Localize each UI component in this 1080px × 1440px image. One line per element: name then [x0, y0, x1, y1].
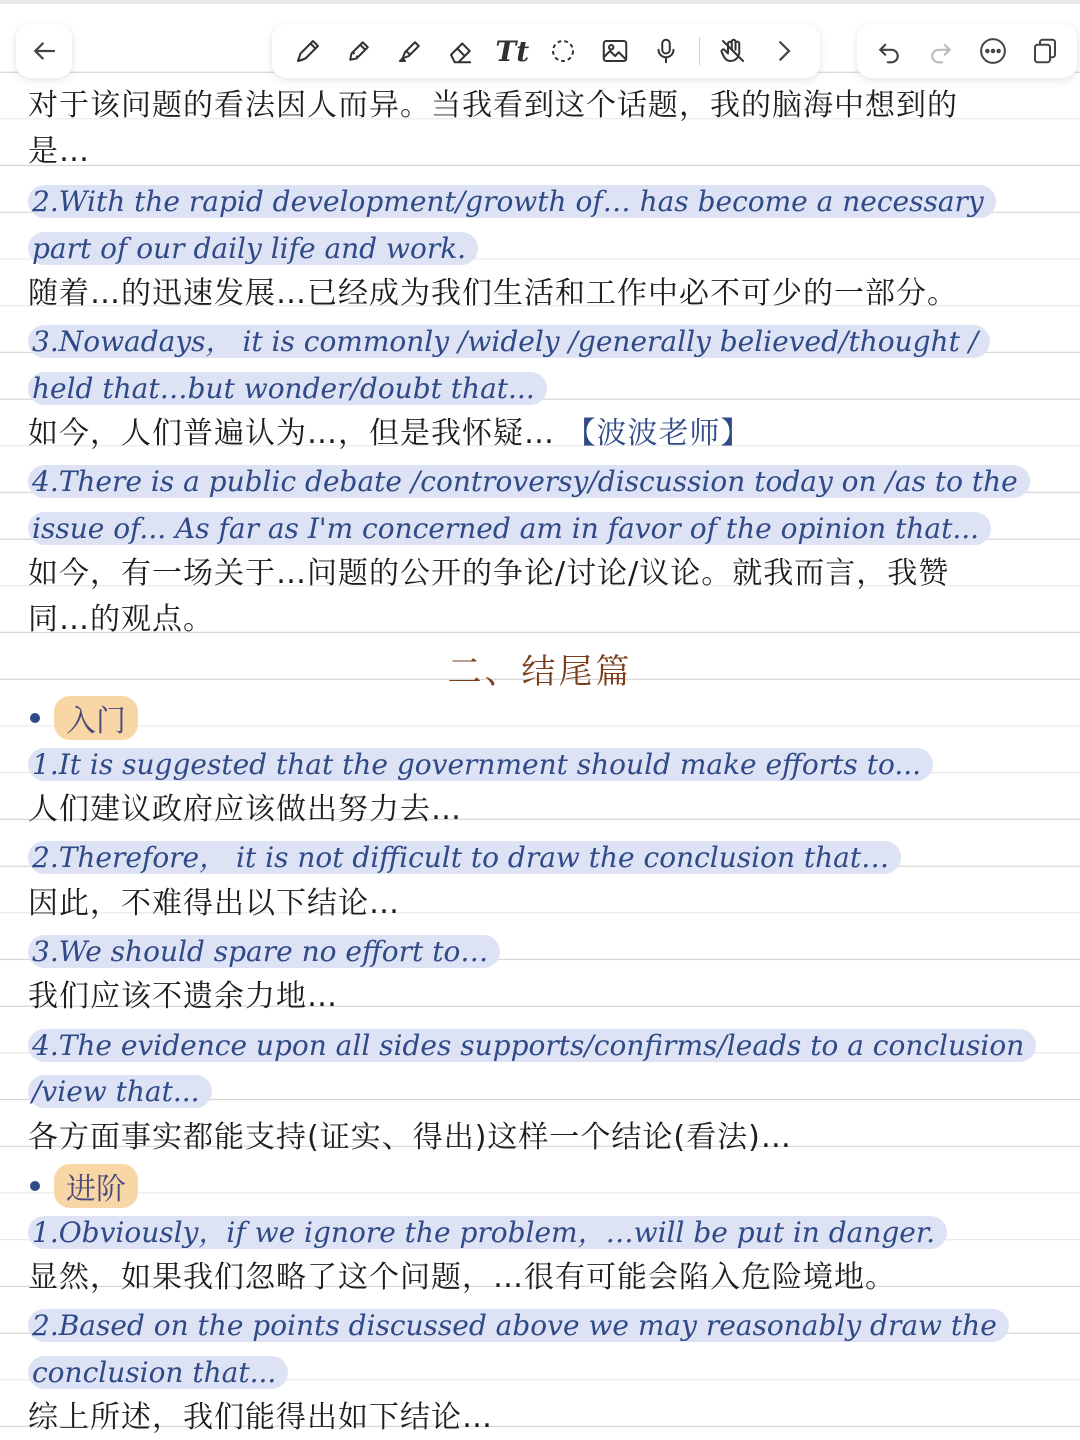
- phrase-3-en-line2: [28, 369, 1062, 409]
- basic-4-cn: 各方面事实都能支持(证实、得出)这样一个结论(看法)…: [28, 1120, 792, 1155]
- basic-4-en-line1: [28, 1026, 1062, 1066]
- basic-1-en: [28, 745, 1062, 785]
- phrase-3-cn: [28, 414, 1062, 454]
- phrase-highlight: 4.The evidence upon all sides supports/confirms/leads to a conclusion: [28, 1029, 1036, 1062]
- phrase-4-en-line2: [28, 509, 1062, 549]
- phrase-highlight: 2.With the rapid development/growth of… has become a necessary: [28, 185, 996, 218]
- phrase-4-cn-line2: 同…的观点。: [28, 602, 214, 637]
- phrase-highlight: issue of... As far as I'm concerned am in favor of the opinion that...: [28, 512, 991, 545]
- adv-2-cn: 综上所述，我们能得出如下结论…: [28, 1400, 493, 1435]
- basic-1-cn: 人们建议政府应该做出努力去…: [28, 792, 462, 827]
- bullet-dot: [30, 1181, 40, 1191]
- phrase-highlight: 1.It is suggested that the government should make efforts to...: [28, 748, 933, 781]
- basic-3-en: [28, 932, 1062, 972]
- phrase-highlight: 4.There is a public debate /controversy/discussion today on /as to the: [28, 465, 1030, 498]
- phrase-4-cn-line1: 如今，有一场关于…问题的公开的争论/讨论/议论。就我而言，我赞: [28, 556, 950, 591]
- intro-cn-line2: 是…: [28, 134, 90, 169]
- bullet-dot: [30, 713, 40, 723]
- phrase-2-cn: 随着…的迅速发展…已经成为我们生活和工作中必不可少的一部分。: [28, 276, 958, 311]
- basic-3-cn: 我们应该不遗余力地…: [28, 979, 338, 1014]
- phrase-4-en-line1: [28, 462, 1062, 502]
- section-heading: 二、结尾篇: [447, 652, 633, 692]
- bullet-basic: [30, 696, 138, 740]
- basic-2-cn: 因此，不难得出以下结论…: [28, 886, 400, 921]
- phrase-2-en-line2: [28, 229, 1062, 269]
- phrase-highlight: held that…but wonder/doubt that...: [28, 372, 547, 405]
- adv-2-en-line1: [28, 1306, 1062, 1346]
- phrase-highlight: 3.We should spare no effort to…: [28, 935, 500, 968]
- phrase-3-en-line1: [28, 322, 1062, 362]
- basic-2-en: [28, 838, 1062, 878]
- basic-4-en-line2: [28, 1072, 1062, 1112]
- phrase-highlight: /view that...: [28, 1075, 212, 1108]
- bullet-basic-label: 入门: [54, 696, 138, 740]
- phrase-2-en-line1: [28, 182, 1062, 222]
- phrase-3-cn-text: 如今，人们普遍认为…，但是我怀疑…: [28, 416, 555, 451]
- bullet-advanced-label: 进阶: [54, 1164, 138, 1208]
- phrase-highlight: part of our daily life and work.: [28, 232, 478, 265]
- adv-1-cn: 显然，如果我们忽略了这个问题，…很有可能会陷入危险境地。: [28, 1260, 896, 1295]
- text-tool-icon[interactable]: Tt: [495, 34, 530, 68]
- adv-1-en: [28, 1213, 1062, 1253]
- phrase-highlight: 1.Obviously，if we ignore the problem，…will be put in danger.: [28, 1216, 947, 1249]
- phrase-highlight: 3.Nowadays， it is commonly /widely /generally believed/thought /: [28, 325, 990, 358]
- teacher-tag: 【波波老师】: [565, 416, 752, 451]
- phrase-highlight: conclusion that...: [28, 1356, 288, 1389]
- adv-2-en-line2: [28, 1353, 1062, 1393]
- phrase-highlight: 2.Based on the points discussed above we may reasonably draw the: [28, 1309, 1009, 1342]
- phrase-highlight: 2.Therefore， it is not difficult to draw the conclusion that…: [28, 841, 901, 874]
- intro-cn-line1: 对于该问题的看法因人而异。当我看到这个话题，我的脑海中想到的: [28, 88, 958, 123]
- bullet-advanced: [30, 1164, 138, 1208]
